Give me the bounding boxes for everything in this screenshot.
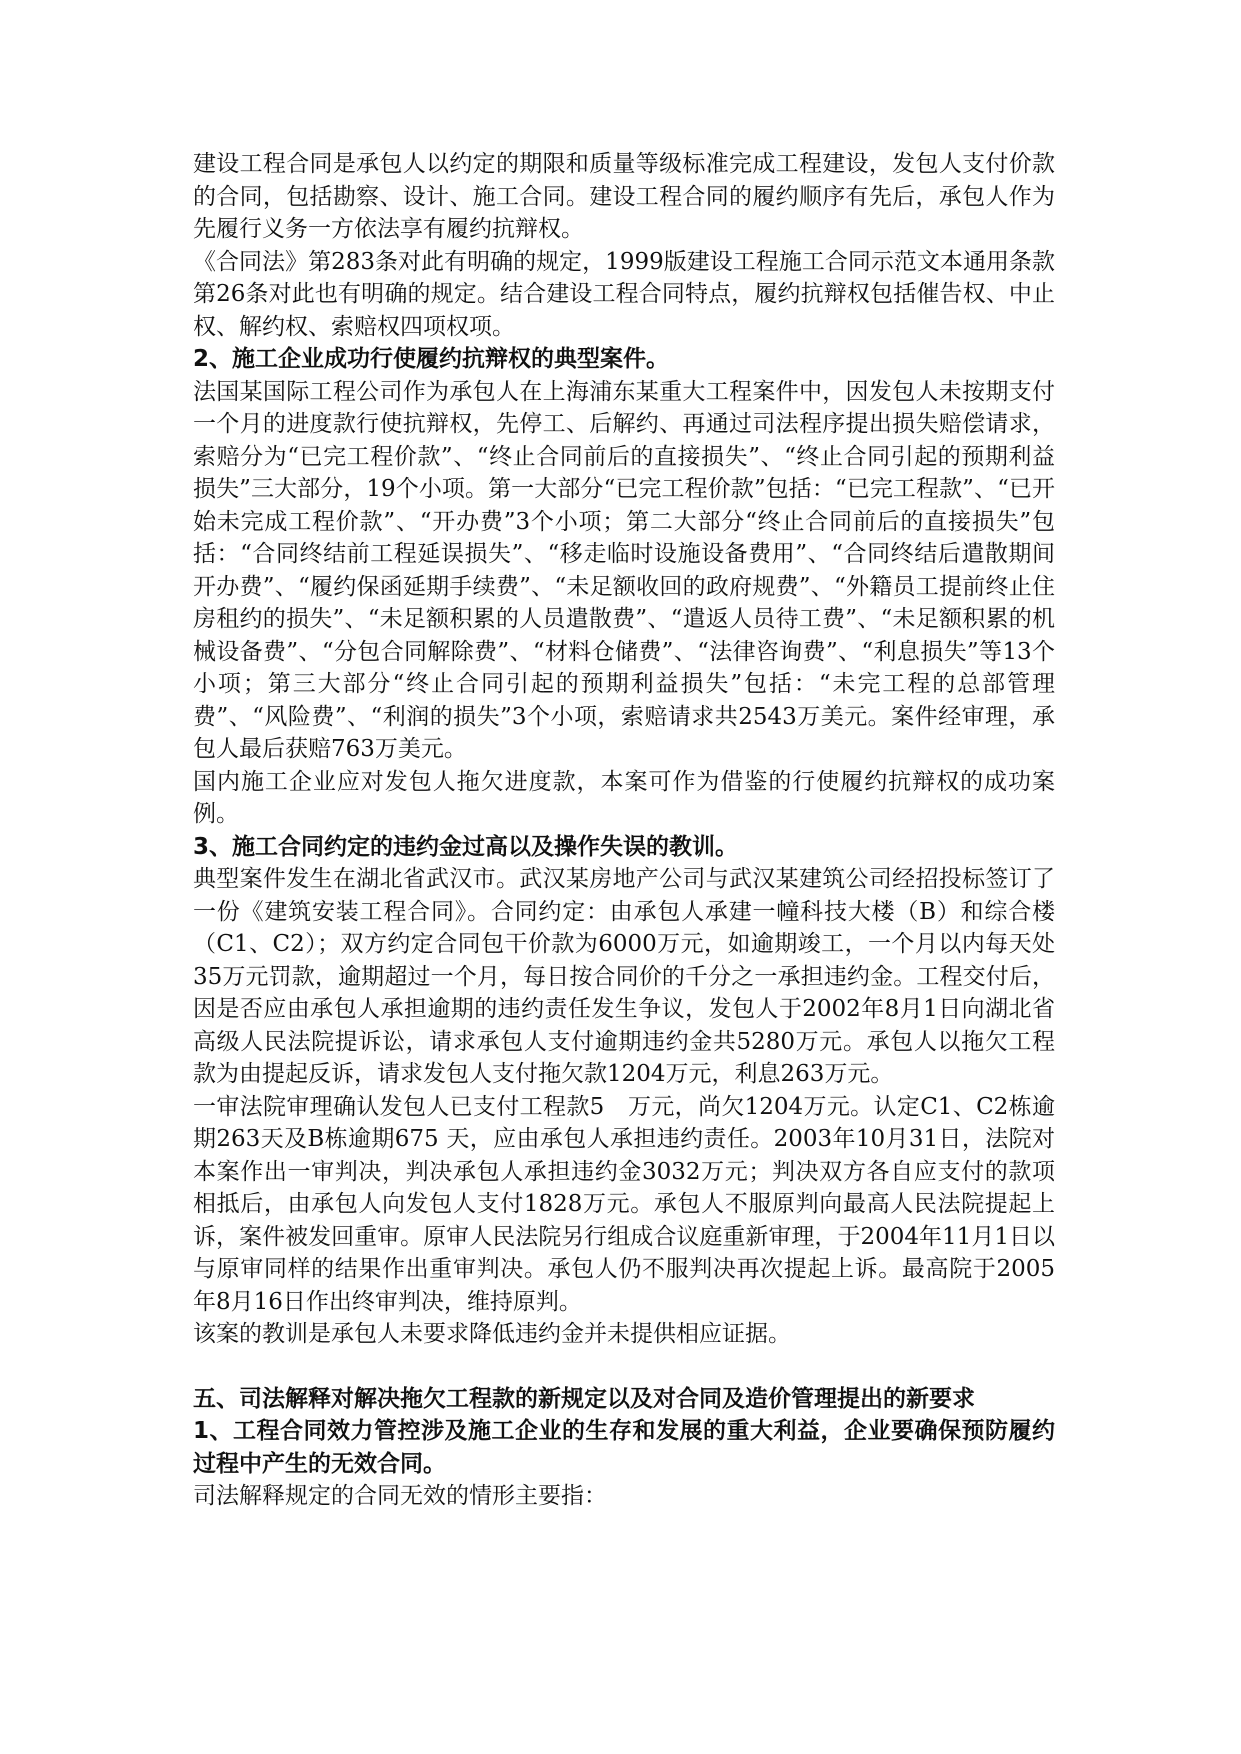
paragraph-contract-definition: 建设工程合同是承包人以约定的期限和质量等级标准完成工程建设，发包人支付价款的合同，包括勘察、设计、施工合同。建设工程合同的履约顺序有先后，承包人作为先履行义务一方依法享有履约抗辩权。 (193, 151, 1055, 242)
heading-section-five: 五、司法解释对解决拖欠工程款的新规定以及对合同及造价管理提出的新要求 (193, 1385, 975, 1412)
heading-typical-case: 2、施工企业成功行使履约抗辩权的典型案件。 (193, 346, 670, 372)
paragraph-domestic-reference: 国内施工企业应对发包人拖欠进度款，本案可作为借鉴的行使履约抗辩权的成功案例。 (193, 768, 1055, 827)
blank-line (193, 1351, 1055, 1383)
paragraph-lesson: 该案的教训是承包人未要求降低违约金并未提供相应证据。 (193, 1321, 791, 1347)
paragraph-invalid-contract-cases: 司法解释规定的合同无效的情形主要指： (193, 1483, 607, 1509)
paragraph-court-judgment: 一审法院审理确认发包人已支付工程款5 万元，尚欠1204万元。认定C1、C2栋逾期263天及B栋逾期675 天，应由承包人承担违约责任。2003年10月31日，法院对本案作出一审判决，判决承包人承担违约金3032万元；判决双方各自应支付的款项相抵后，由承包人向发包人支付1828万元。承包人不服原判向最高人民法院提起上诉，案件被发回重审。原审人民法院另行组成合议庭重新审理，于2004年11月1日以与原审同样的结果作出重审判决。承包人仍不服判决再次提起上诉。最高院于2005年8月16日作出终审判决，维持原判。 (193, 1093, 1055, 1315)
paragraph-french-company-case: 法国某国际工程公司作为承包人在上海浦东某重大工程案件中，因发包人未按期支付一个月的进度款行使抗辩权，先停工、后解约、再通过司法程序提出损失赔偿请求，索赔分为“已完工程价款”、“终止合同前后的直接损失”、“终止合同引起的预期利益损失”三大部分，19个小项。第一大部分“已完工程价款”包括：“已完工程款”、“已开始未完成工程价款”、“开办费”3个小项；第二大部分“终止合同前后的直接损失”包括：“合同终结前工程延误损失”、“移走临时设施设备费用”、“合同终结后遣散期间开办费”、“履约保函延期手续费”、“未足额收回的政府规费”、“外籍员工提前终止住房租约的损失”、“未足额积累的人员遣散费”、“遣返人员待工费”、“未足额积累的机械设备费”、“分包合同解除费”、“材料仓储费”、“法律咨询费”、“利息损失”等13个小项；第三大部分“终止合同引起的预期利益损失”包括：“未完工程的总部管理费”、“风险费”、“利润的损失”3个小项，索赔请求共2543万美元。案件经审理，承包人最后获赔763万美元。 (193, 378, 1055, 762)
paragraph-contract-law-283: 《合同法》第283条对此有明确的规定，1999版建设工程施工合同示范文本通用条款第26条对此也有明确的规定。结合建设工程合同特点，履约抗辩权包括催告权、中止权、解约权、索赔权四项权项。 (193, 248, 1055, 340)
document-page (193, 148, 1055, 1513)
heading-penalty-lesson: 3、施工合同约定的违约金过高以及操作失误的教训。 (193, 833, 739, 860)
heading-contract-validity: 1、工程合同效力管控涉及施工企业的生存和发展的重大利益，企业要确保预防履约过程中产生的无效合同。 (193, 1418, 1055, 1477)
paragraph-wuhan-case: 典型案件发生在湖北省武汉市。武汉某房地产公司与武汉某建筑公司经招投标签订了一份《建筑安装工程合同》。合同约定：由承包人承建一幢科技大楼（B）和综合楼（C1、C2）；双方约定合同包干价款为6000万元，如逾期竣工，一个月以内每天处35万元罚款，逾期超过一个月，每日按合同价的千分之一承担违约金。工程交付后，因是否应由承包人承担逾期的违约责任发生争议，发包人于2002年8月1日向湖北省高级人民法院提诉讼，请求承包人支付逾期违约金共5280万元。承包人以拖欠工程款为由提起反诉，请求发包人支付拖欠款1204万元，利息263万元。 (193, 866, 1055, 1087)
